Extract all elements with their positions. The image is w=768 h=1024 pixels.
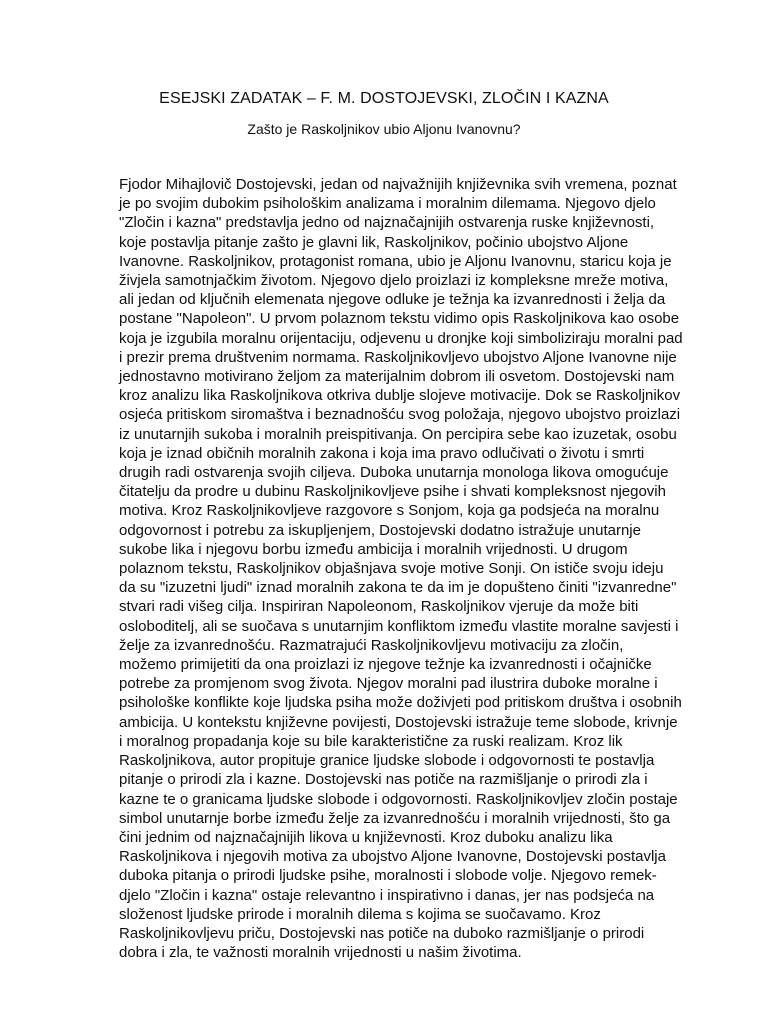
essay-line: odgovornost i potrebu za iskupljenjem, Dostojevski dodatno istražuje unutarnje bbox=[119, 521, 641, 539]
essay-line: čitatelju da prodre u dubinu Raskoljnikovljeve psihe i shvati kompleksnost njegovih bbox=[119, 483, 666, 501]
essay-line: koja je izgubila moralnu orijentaciju, odjevenu u dronjke koji simboliziraju moralni pad bbox=[119, 329, 683, 347]
essay-line: drugih radi ostvarenja svojih ciljeva. Duboka unutarnja monologa likova omogućuje bbox=[119, 464, 669, 482]
essay-line: postane "Napoleon". U prvom polaznom tekstu vidimo opis Raskoljnikova kao osobe bbox=[119, 310, 680, 328]
essay-line: živjela samotnjačkim životom. Njegovo djelo proizlazi iz kompleksne mreže motiva, bbox=[119, 272, 669, 290]
essay-line: polaznom tekstu, Raskoljnikov objašnjava svoje motive Sonji. On ističe svoju ideju bbox=[119, 560, 664, 578]
essay-line: Fjodor Mihajlovič Dostojevski, jedan od najvažnijih književnika svih vremena, poznat bbox=[119, 176, 677, 193]
essay-line: kazne te o granicama ljudske slobode i odgovornosti. Raskoljnikovljev zločin postaje bbox=[119, 790, 678, 808]
essay-line: koje postavlja pitanje zašto je glavni lik, Raskoljnikov, počinio ubojstvo Aljone bbox=[119, 233, 629, 251]
essay-line: osjeća pritiskom siromaštva i beznadnošću svog položaja, njegovo ubojstvo proizlazi bbox=[119, 406, 681, 424]
essay-line: Raskoljnikovljevu priču, Dostojevski nas potiče na duboko razmišljanje o prirodi bbox=[119, 924, 645, 942]
essay-line: složenost ljudske prirode i moralnih dilema s kojima se suočavamo. Kroz bbox=[119, 905, 601, 923]
essay-line: duboka pitanja o prirodi ljudske psihe, moralnosti i slobode volje. Njegovo remek- bbox=[119, 867, 657, 885]
essay-line: čini jednim od najznačajnijih likova u književnosti. Kroz duboku analizu lika bbox=[119, 828, 613, 846]
essay-line: sukobe lika i njegovu borbu između ambicija i moralnih vrijednosti. U drugom bbox=[119, 540, 628, 558]
essay-line: Raskoljnikova i njegovih motiva za ubojstvo Aljone Ivanovne, Dostojevski postavlja bbox=[119, 848, 666, 866]
essay-line: ambicija. U kontekstu književne povijesti, Dostojevski istražuje teme slobode, krivnje bbox=[119, 713, 678, 731]
essay-line: "Zločin i kazna" predstavlja jedno od najznačajnijih ostvarenja ruske književnosti, bbox=[119, 214, 655, 232]
essay-line: da su "izuzetni ljudi" iznad moralnih zakona te da im je dopušteno činiti "izvanredne" bbox=[119, 579, 677, 597]
essay-line: jednostavno motivirano željom za materijalnim dobrom ili osvetom. Dostojevski nam bbox=[119, 368, 675, 386]
essay-line: simbol unutarnje borbe između želje za izvanrednošću i moralnih vrijednosti, što ga bbox=[119, 809, 671, 827]
essay-line: želje za izvanrednošću. Razmatrajući Raskoljnikovljevu motivaciju za zločin, bbox=[119, 636, 624, 654]
essay-line: kroz analizu lika Raskoljnikova otkriva dublje slojeve motivacije. Dok se Raskoljnikov bbox=[119, 387, 681, 405]
essay-line: djelo "Zločin i kazna" ostaje relevantno i inspirativno i danas, jer nas podsjeća na bbox=[119, 886, 655, 904]
essay-line: i moralnog propadanja koje su bile karakteristične za ruski realizam. Kroz lik bbox=[119, 732, 623, 750]
essay-line: i prezir prema društvenim normama. Raskoljnikovljevo ubojstvo Aljone Ivanovne nije bbox=[119, 348, 677, 366]
document-title: ESEJSKI ZADATAK – F. M. DOSTOJEVSKI, ZLOČIN I KAZNA bbox=[159, 90, 609, 107]
essay-line: psihološke konflikte koje ljudska psiha može doživjeti pod pritiskom društva i osobnih bbox=[119, 694, 682, 712]
essay-line: ali jedan od ključnih elemenata njegove odluke je težnja ka izvanrednosti i želja da bbox=[119, 291, 666, 309]
essay-line: Ivanovne. Raskoljnikov, protagonist romana, ubio je Aljonu Ivanovnu, staricu koja je bbox=[119, 252, 672, 270]
essay-line: iz unutarnjih sukoba i moralnih preispitivanja. On percipira sebe kao izuzetak, osobu bbox=[119, 425, 677, 443]
essay-line: možemo primijetiti da ona proizlazi iz njegove težnje ka izvanrednosti i očajničke bbox=[119, 656, 652, 674]
essay-line: je po svojim dubokim psihološkim analizama i moralnim dilemama. Njegovo djelo bbox=[119, 195, 656, 213]
essay-line: Raskoljnikova, autor propituje granice ljudske slobode i odgovornosti te postavlja bbox=[119, 752, 655, 770]
essay-line: motiva. Kroz Raskoljnikovljeve razgovore s Sonjom, koja ga podsjeća na moralnu bbox=[119, 502, 660, 520]
essay-line: koja je iznad običnih moralnih zakona i koja ima pravo odlučivati o životu i smrti bbox=[119, 444, 645, 462]
document-subtitle: Zašto je Raskoljnikov ubio Aljonu Ivanovnu? bbox=[247, 121, 521, 137]
essay-line: stvari radi višeg cilja. Inspiriran Napoleonom, Raskoljnikov vjeruje da može biti bbox=[119, 598, 639, 616]
essay-line: dobra i zla, te važnosti moralnih vrijednosti u našim životima. bbox=[119, 944, 522, 962]
essay-line: pitanje o prirodi zla i kazne. Dostojevski nas potiče na razmišljanje o prirodi zla i bbox=[119, 771, 648, 789]
essay-line: potrebe za promjenom svog života. Njegov moralni pad ilustrira duboke moralne i bbox=[119, 675, 658, 693]
essay-body bbox=[119, 175, 683, 962]
essay-line: osloboditelj, ali se suočava s unutarnjim konfliktom između vlastite moralne savjesti i bbox=[119, 617, 679, 635]
